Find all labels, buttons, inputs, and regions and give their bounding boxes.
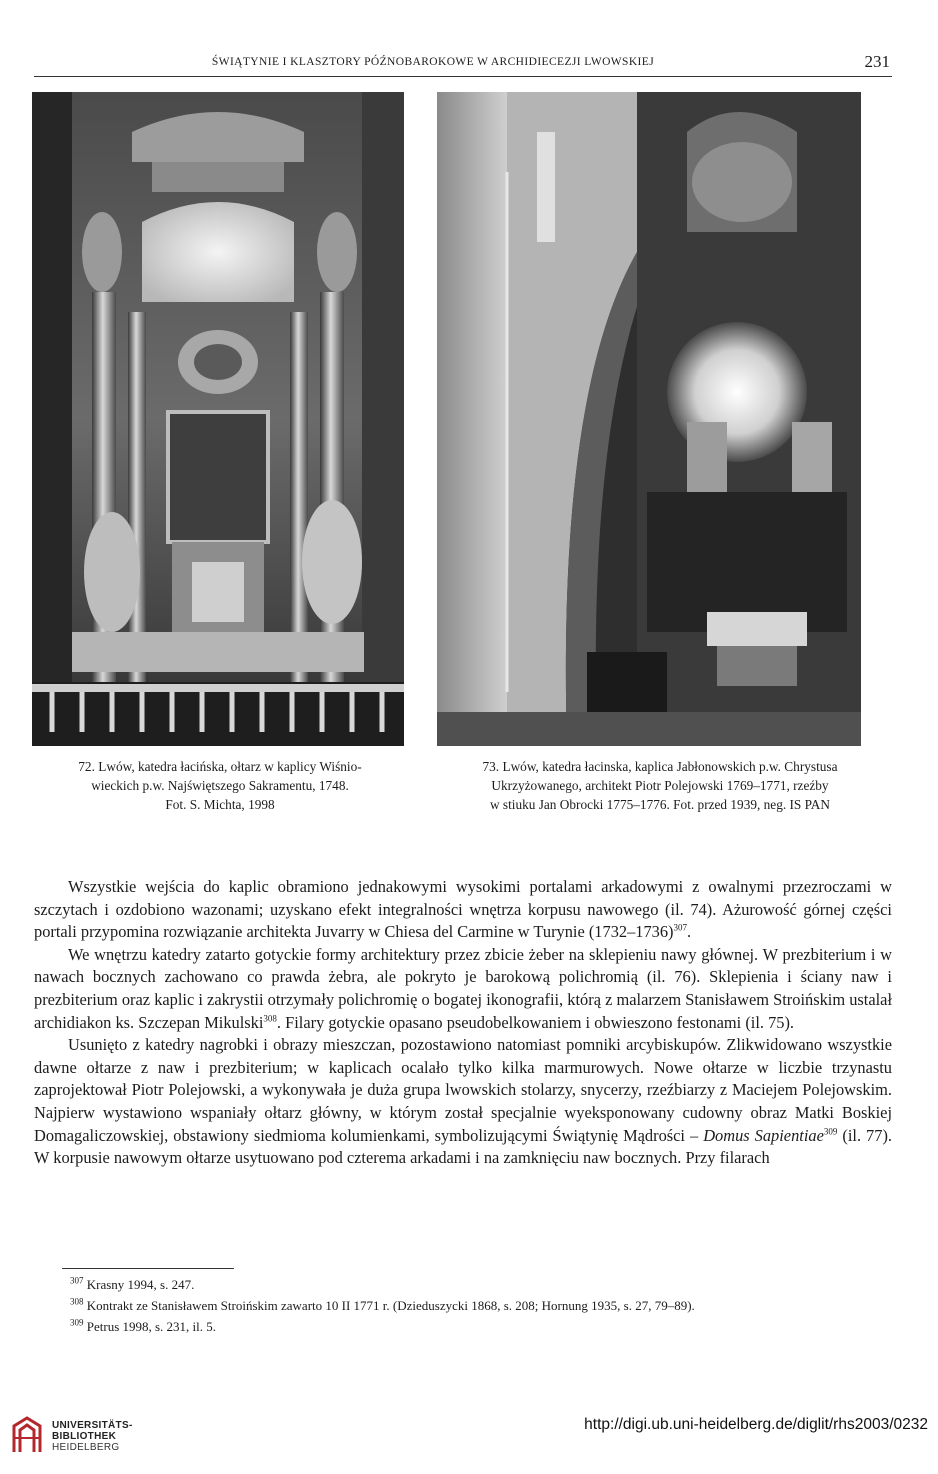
paragraph-3 [34, 1034, 892, 1170]
caption-line: w stiuku Jan Obrocki 1775–1776. Fot. przed 1939, neg. IS PAN [489, 797, 831, 812]
italic-title: Domus Sapientiae [703, 1125, 824, 1145]
paragraph-text: Wszystkie wejścia do kaplic obramiono jednakowymi wysokimi portalami arkadowymi z owalnymi przezroczami w szczytach i ozdobiono wazonami; uzyskano efekt integralności wnętrza korpusu nawowego (il. 74). Ażurowość górnej części portali przypomina rozwiązanie architekta Juvarry w Chiesa del Carmine w Turynie (1732–1736) [34, 877, 892, 942]
logo-line: UNIVERSITÄTS- [52, 1420, 133, 1431]
footnote [70, 1295, 890, 1316]
footnotes [70, 1274, 890, 1337]
page-number: 231 [864, 52, 890, 71]
paragraph-text: . [687, 922, 692, 942]
footnote [70, 1274, 890, 1295]
footnote-ref[interactable]: 309 [823, 1126, 838, 1137]
library-footer [0, 1398, 938, 1474]
footnote-text: Petrus 1998, s. 231, il. 5. [86, 1319, 217, 1334]
altar-photo-graphic [32, 92, 404, 746]
footnote-ref[interactable]: 307 [673, 922, 688, 933]
caption-line: wieckich p.w. Najświętszego Sakramentu, 1748. [91, 778, 349, 793]
caption-line: 73. Lwów, katedra łacinska, kaplica Jabłonowskich p.w. Chrystusa [482, 759, 838, 774]
footnote-number: 309 [70, 1317, 84, 1328]
paragraph-text: Usunięto z katedry nagrobki i obrazy mieszczan, pozostawiono natomiast pomniki arcybiskupów. Zlikwidowano wszystkie dawne ołtarze z naw i prezbiterium; w kaplicach ocalało tylko kilka marmurowych. Nowe ołtarze w liczbie trzynastu zaprojektował Piotr Polejowski, a wykonywała je duża grupa lwowskich stolarzy, snycerzy, rzeźbiarzy z Maciejem Polejowskim. Najpierw wystawiono wspaniały ołtarz główny, w którym został specjalnie wyeksponowany cudowny obraz Matki Boskiej Domagaliczowskiej, obstawiony siedmioma kolumienkami, symbolizującymi Świątynię Mądrości – [34, 1035, 892, 1145]
caption-line: Ukrzyżowanego, architekt Piotr Polejowski 1769–1771, rzeźby [491, 778, 829, 793]
heidelberg-logo-icon [10, 1416, 44, 1456]
body-text [34, 876, 892, 1170]
paragraph-1 [34, 876, 892, 944]
logo-line: BIBLIOTHEK [52, 1431, 117, 1442]
figure-73-chapel-photo [437, 92, 861, 746]
footnote-text: Kontrakt ze Stanisławem Stroińskim zawarto 10 II 1771 r. (Dzieduszycki 1868, s. 208; Hornung 1935, s. 27, 79–89). [86, 1298, 695, 1313]
chapel-photo-graphic [437, 92, 861, 746]
figure-72-caption [26, 757, 414, 814]
footnote-divider [62, 1268, 234, 1269]
footnote-ref[interactable]: 308 [263, 1013, 277, 1024]
running-head [34, 50, 892, 77]
paragraph-2 [34, 944, 892, 1034]
caption-line: 72. Lwów, katedra łacińska, ołtarz w kaplicy Wiśnio- [78, 759, 362, 774]
figure-72-altar-photo [32, 92, 404, 746]
paragraph-text: We wnętrzu katedry zatarto gotyckie formy architektury przez zbicie żeber na sklepieniu nawy głównej. W prezbiterium i w nawach bocznych zachowano co prawda żebra, ale pokryto je barokową polichromią (il. 76). Sklepienia i ściany naw i prezbiterium oraz kaplic i zakrystii otrzymały polichromię o bogatej ikonografii, którą z malarzem Stanisławem Stroińskim ustalał archidiakon ks. Szczepan Mikulski [34, 944, 892, 1032]
footnote [70, 1316, 890, 1337]
library-logo-text [52, 1420, 133, 1453]
running-title: ŚWIĄTYNIE I KLASZTORY PÓŹNOBAROKOWE W ARCHIDIECEZJI LWOWSKIEJ [211, 56, 655, 68]
footnote-text: Krasny 1994, s. 247. [86, 1277, 195, 1292]
paragraph-text: (il. 77). W korpusie nawowym ołtarze usytuowano pod czterema arkadami i na zamknięciu naw bocznych. Przy filarach [34, 1125, 892, 1168]
digitization-url-link[interactable]: http://digi.ub.uni-heidelberg.de/diglit/rhs2003/0232 [584, 1416, 928, 1433]
caption-line: Fot. S. Michta, 1998 [165, 797, 275, 812]
footnote-number: 308 [70, 1296, 84, 1307]
figure-73-caption [430, 757, 890, 814]
paragraph-text: . Filary gotyckie opasano pseudobelkowaniem i obwieszono festonami (il. 75). [276, 1012, 795, 1032]
logo-line: HEIDELBERG [52, 1442, 120, 1453]
footnote-number: 307 [70, 1275, 84, 1286]
